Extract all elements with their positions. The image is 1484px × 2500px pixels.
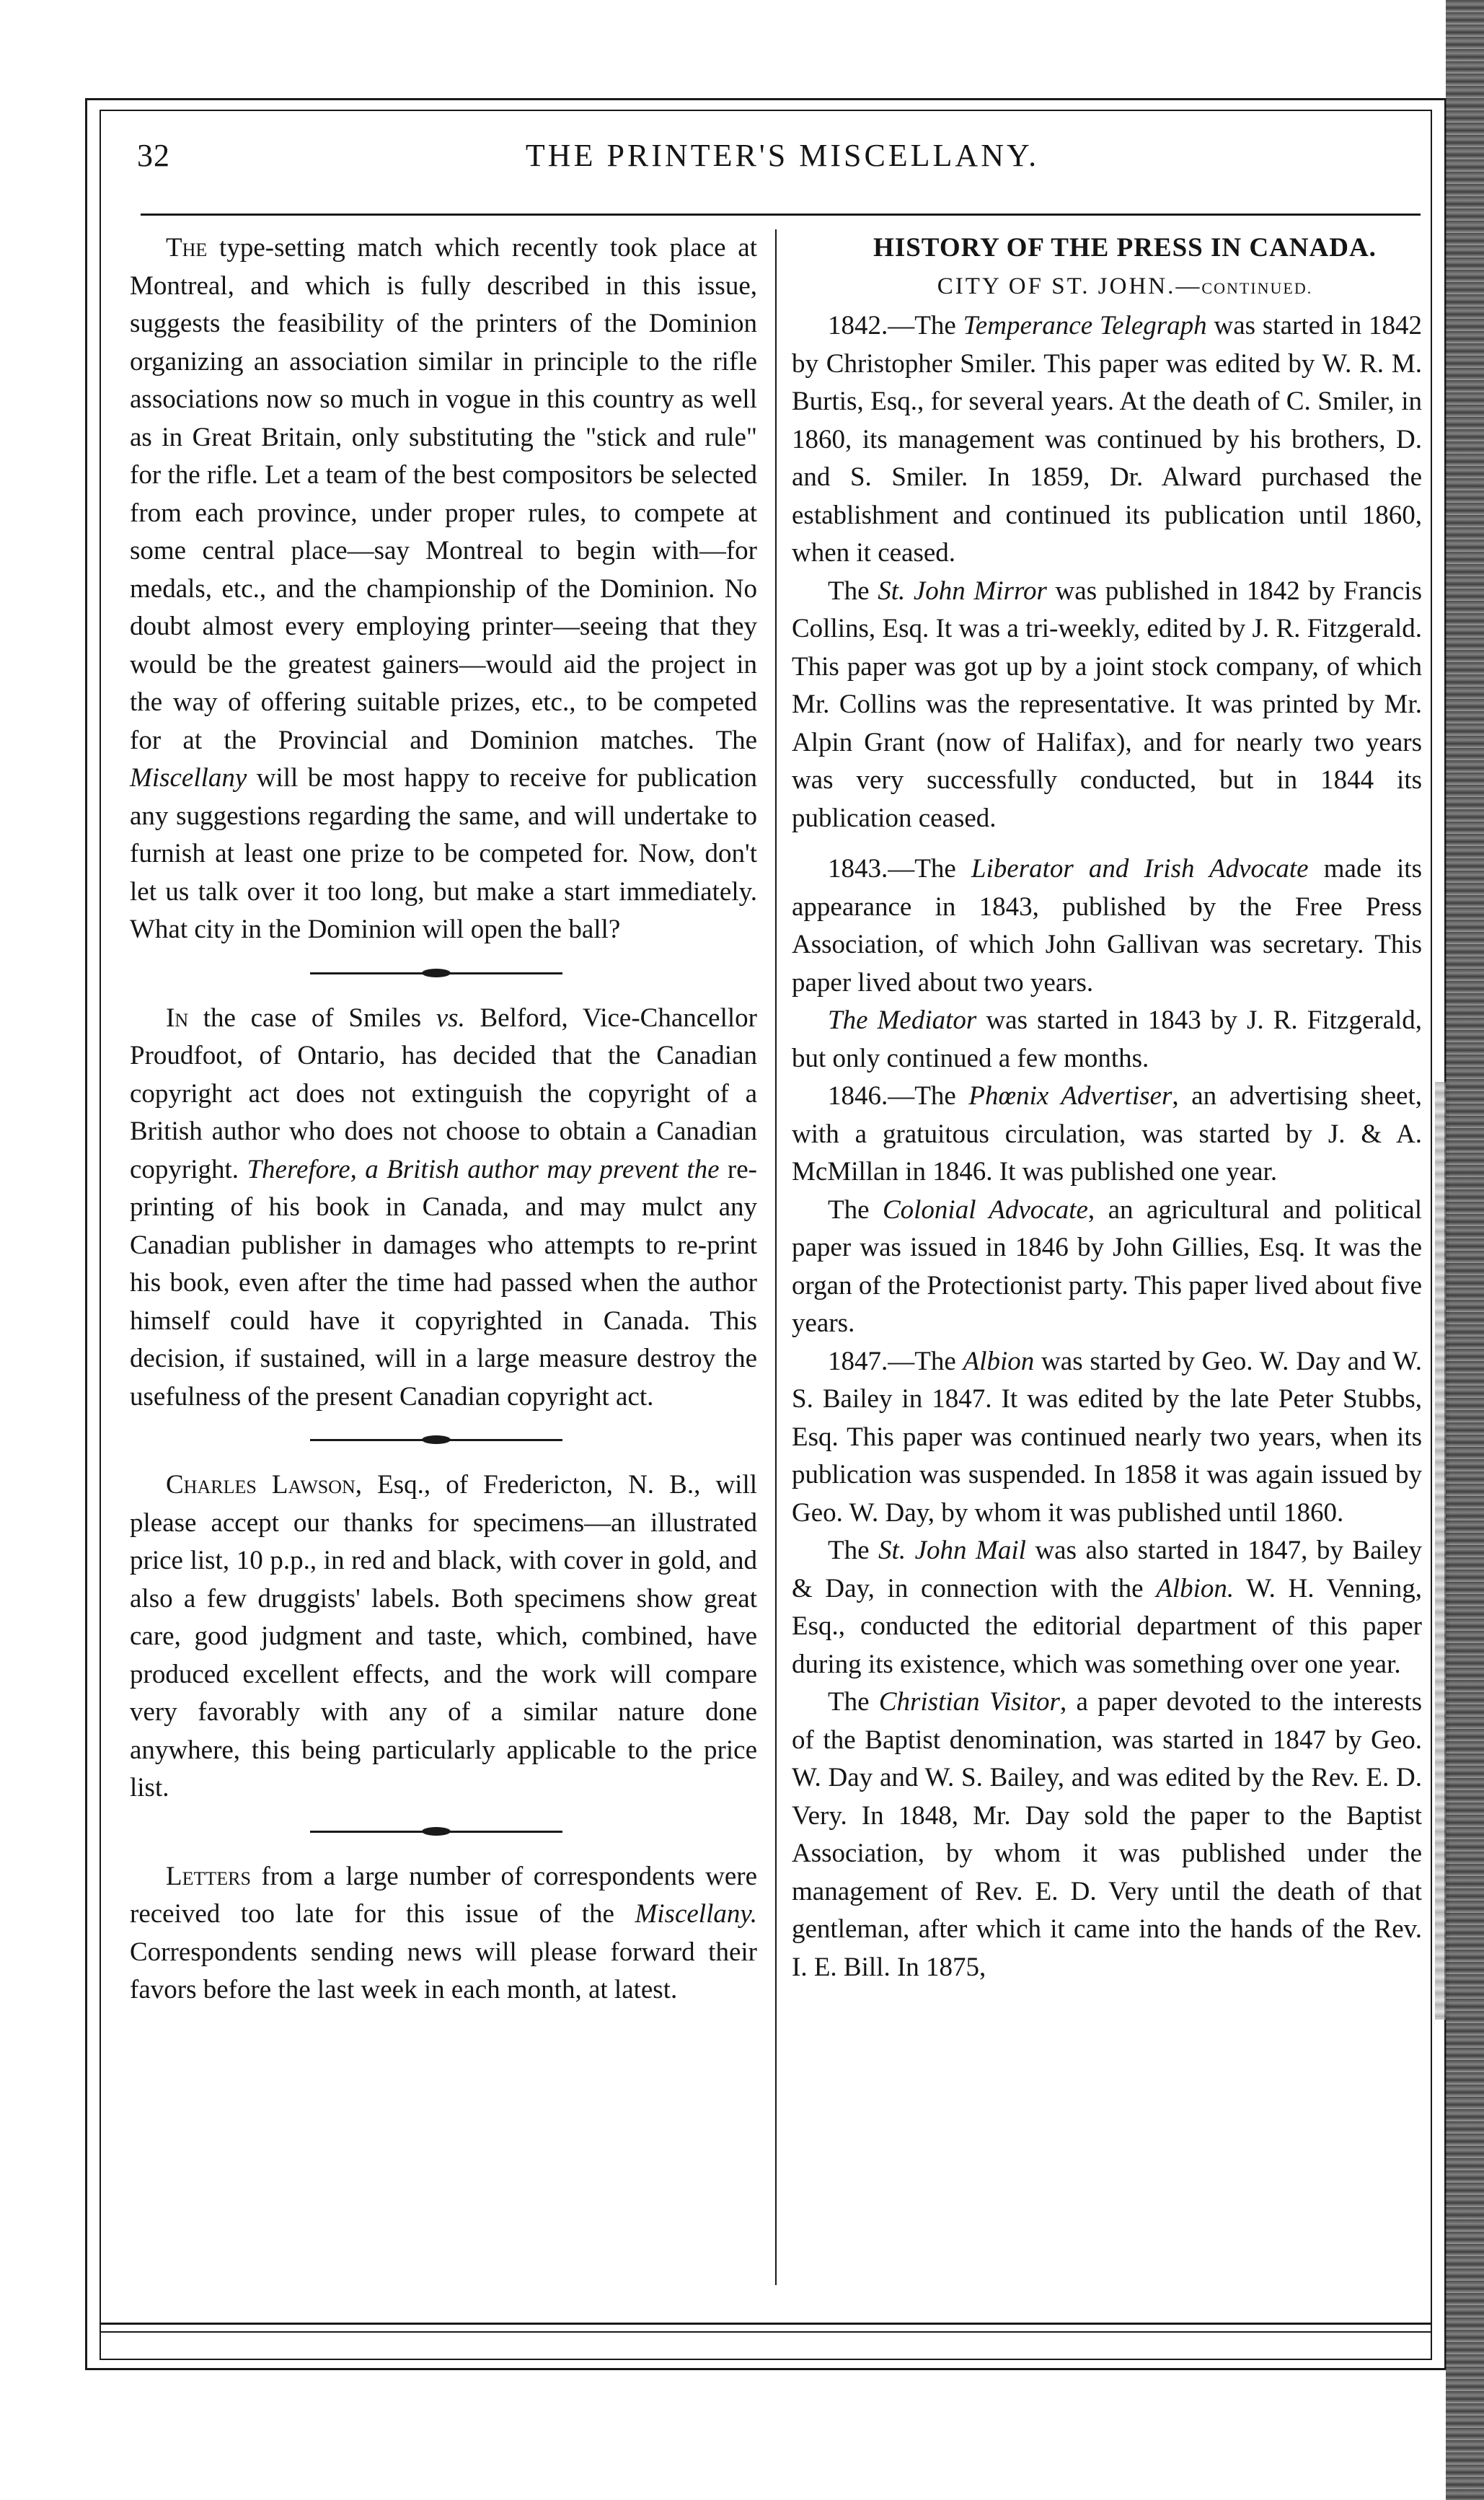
editorial-paragraph-letters: Letters from a large number of correspondents were received too late for this issue of the Miscellany. Correspondents sending news will please forward their favors before the last week in each month, at latest. [130, 1861, 757, 2004]
history-paragraph: The Mediator was started in 1843 by J. R. Fitzgerald, but only continued a few months. [792, 1005, 1423, 1073]
section-ornament [130, 1808, 757, 1858]
history-paragraph: The St. John Mirror was published in 1842 by Francis Collins, Esq. It was a tri-weekly, edited by J. R. Fitzgerald. This paper was got up by a joint stock company, of which Mr. Collins was the representative. It was printed by Mr. Alpin Grant (now of Halifax), and for nearly two years was very successfully conducted, but in 1844 its publication ceased. [792, 576, 1422, 833]
history-paragraph: 1843.—The Liberator and Irish Advocate made its appearance in 1843, published by the Free Press Association, of which John Gallivan was secretary. This paper lived about two years. [792, 854, 1422, 998]
history-paragraph: 1842.—The Temperance Telegraph was started in 1842 by Christopher Smiler. This paper was edited by W. R. M. Burtis, Esq., for several years. At the death of C. Smiler, in 1860, its management was continued by his brothers, D. and S. Smiler. In 1859, Dr. Alward purchased the establishment and continued its publication until 1860, when it ceased. [792, 311, 1422, 568]
history-paragraph: 1847.—The Albion was started by Geo. W. Day and W. S. Bailey in 1847. It was edited by the late Peter Stubbs, Esq. This paper was continued nearly two years, when its publication was suspended. In 1858 it was again issued by Geo. W. Day, by whom it was published until 1860. [792, 1346, 1422, 1528]
right-column [792, 229, 1422, 1986]
history-paragraph: The Colonial Advocate, an agricultural and political paper was issued in 1846 by John Gillies, Esq. It was the organ of the Protectionist party. This paper lived about five years. [792, 1194, 1423, 1338]
footer-rule [100, 2331, 1432, 2333]
history-paragraph: The St. John Mail was also started in 1847, by Bailey & Day, in connection with the Albion. W. H. Venning, Esq., conducted the editorial department of this paper during its existence, which was something over one year. [792, 1536, 1423, 1679]
article-title: HISTORY OF THE PRESS IN CANADA. [873, 233, 1377, 263]
editorial-paragraph-copyright: In the case of Smiles vs. Belford, Vice-Chancellor Proudfoot, of Ontario, has decided that the Canadian copyright act does not extinguish the copyright of a British author who does not choose to obtain a Canadian copyright. Therefore, a British author may prevent the re-printing of his book in Canada, and may mulct any Canadian publisher in damages who attempts to re-print his book, even after the time had passed when the author himself could have it copyrighted in Canada. This decision, if sustained, will in a large measure destroy the usefulness of the present Canadian copyright act. [130, 1003, 757, 1412]
article-subtitle: CITY OF ST. JOHN.—CONTINUED. [937, 273, 1313, 299]
history-paragraph: The Christian Visitor, a paper devoted to the interests of the Baptist denomination, was started in 1847 by Geo. W. Day and W. S. Bailey, and was edited by the Rev. E. D. Very. In 1848, Mr. Day sold the paper to the Baptist Association, by whom it was published under the management of Rev. E. D. Very until the death of that gentleman, after which it came into the hands of the Rev. I. E. Bill. In 1875, [792, 1687, 1422, 1982]
scan-edge-bleed [1446, 0, 1484, 2500]
history-paragraph: 1846.—The Phœnix Advertiser, an advertising sheet, with a gratuitous circulation, was started by J. & A. McMillan in 1846. It was published one year. [792, 1081, 1422, 1187]
page-number: 32 [137, 138, 170, 173]
footer-rule [100, 2323, 1432, 2325]
section-ornament [130, 949, 757, 1000]
section-ornament [130, 1416, 757, 1466]
running-title: THE PRINTER'S MISCELLANY. [525, 138, 1040, 173]
header-rule [141, 214, 1421, 216]
left-column [130, 229, 757, 2010]
column-divider [775, 229, 777, 2285]
editorial-paragraph-lawson: Charles Lawson, Esq., of Fredericton, N. B., will please accept our thanks for specimens—an illustrated price list, 10 p.p., in red and black, with cover in gold, and also a few druggists' labels. Both specimens show great care, good judgment and taste, which, combined, have produced excellent effects, and the work will compare very favorably with any of a similar nature done anywhere, this being particularly applicable to the price list. [130, 1470, 757, 1803]
editorial-paragraph-typesetting: The type-setting match which recently took place at Montreal, and which is fully described in this issue, suggests the feasibility of the printers of the Dominion organizing an association similar in principle to the rifle associations now so much in vogue in this country as well as in Great Britain, only substituting the "stick and rule" for the rifle. Let a team of the best compositors be selected from each province, under proper rules, to compete at some central place—say Montreal to begin with—for medals, etc., and the championship of the Dominion. No doubt almost every employing printer—seeing that they would be the greatest gainers—would aid the project in the way of offering suitable prizes, etc., to be competed for at the Provincial and Dominion matches. The Miscellany will be most happy to receive for publication any suggestions regarding the same, and will undertake to furnish at least one prize to be competed for. Now, don't let us talk over it too long, but make a start immediately. What city in the Dominion will open the ball? [130, 233, 757, 944]
paragraph-gap [792, 837, 1422, 850]
page-header [137, 137, 1428, 188]
